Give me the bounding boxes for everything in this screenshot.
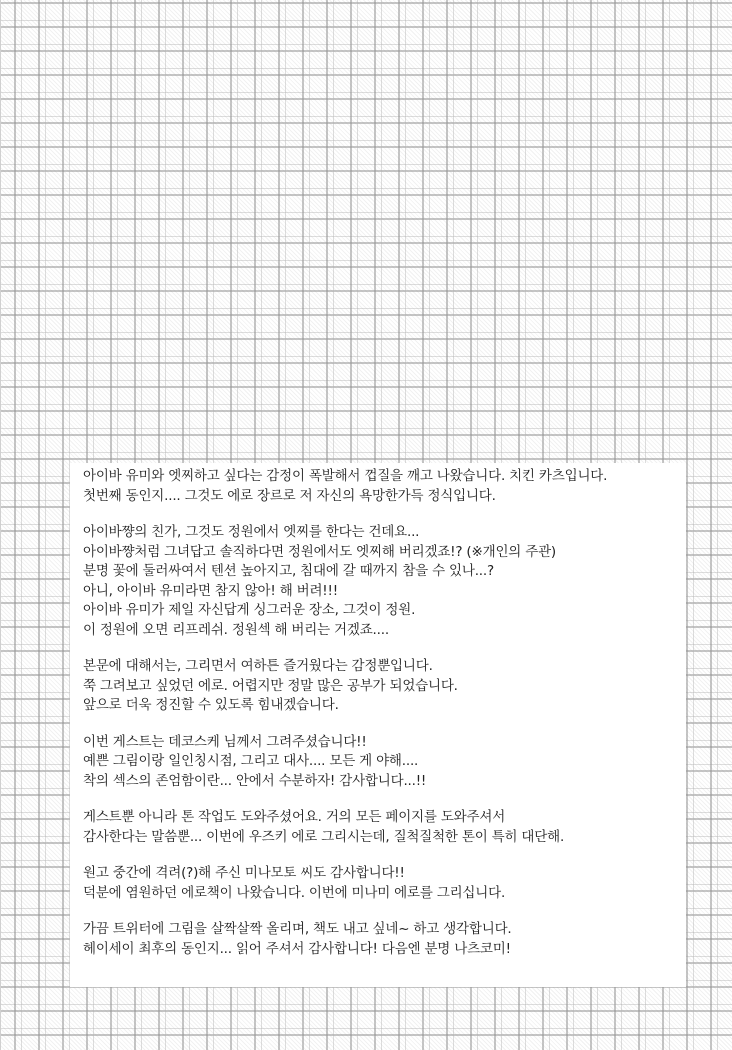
text-line: 이 정원에 오면 리프레쉬. 정원섹 해 버리는 거겠죠.... (83, 621, 389, 638)
text-line: 원고 중간에 격려(?)해 주신 미나모토 씨도 감사합니다!! (83, 865, 405, 881)
text-line: 헤이세이 최후의 동인지... 읽어 주셔서 감사합니다! 다음엔 분명 나츠코미! (83, 940, 511, 957)
text-line: 아이바쨩의 친가, 그것도 정원에서 엣찌를 한다는 건데요... (83, 524, 420, 540)
text-line: 이번 게스트는 데코스케 님께서 그려주셨습니다!! (83, 733, 367, 750)
afterword-text-box (70, 463, 686, 987)
text-line: 본문에 대해서는, 그리면서 여하튼 즐거웠다는 감정뿐입니다. (83, 658, 433, 674)
paragraph-closing (83, 920, 678, 959)
paragraph-tone-help (83, 808, 678, 847)
text-line: 아니, 아이바 유미라면 참지 않아! 해 버려!!! (83, 582, 338, 599)
paragraph-main-story (83, 657, 678, 716)
text-line: 분명 꽃에 둘러싸여서 텐션 높아지고, 침대에 갈 때까지 참을 수 있나...? (83, 563, 494, 579)
text-line: 감사한다는 말씀뿐... 이번에 우즈키 에로 그리시는데, 질척질척한 톤이 특히 대단해. (83, 828, 565, 845)
text-line: 덕분에 염원하던 에로책이 나왔습니다. 이번에 미나미 에로를 그리십니다. (83, 884, 506, 901)
paragraph-garden (83, 523, 678, 640)
text-line: 게스트뿐 아니라 톤 작업도 도와주셨어요. 거의 모든 페이지를 도와주셔서 (83, 809, 506, 825)
text-line: 아이바 유미가 제일 자신답게 싱그러운 장소, 그것이 정원. (83, 602, 416, 618)
text-line: 아이바 유미와 엣찌하고 싶다는 감정이 폭발해서 껍질을 깨고 나왔습니다. 치킨 카츠입니다. (83, 468, 608, 484)
text-line: 가끔 트위터에 그림을 살짝살짝 올리며, 책도 내고 싶네~ 하고 생각합니다. (83, 921, 512, 937)
paragraph-thanks (83, 864, 678, 903)
text-line: 아이바쨩처럼 그녀답고 솔직하다면 정원에서도 엣찌해 버리겠죠!? (※개인의 주관) (83, 543, 556, 560)
text-line: 첫번째 동인지.... 그것도 에로 장르로 저 자신의 욕망한가득 정식입니다. (83, 487, 496, 504)
text-line: 쭉 그려보고 싶었던 에로. 어렵지만 정말 많은 공부가 되었습니다. (83, 677, 458, 694)
text-line: 착의 섹스의 존엄함이란... 안에서 수분하자! 감사합니다...!! (83, 772, 427, 789)
paragraph-greeting (83, 467, 678, 506)
text-line: 예쁜 그림이랑 일인칭시점, 그리고 대사.... 모든 게 야해.... (83, 753, 419, 769)
paragraph-guest (83, 733, 678, 792)
text-line: 앞으로 더욱 정진할 수 있도록 힘내겠습니다. (83, 697, 339, 713)
